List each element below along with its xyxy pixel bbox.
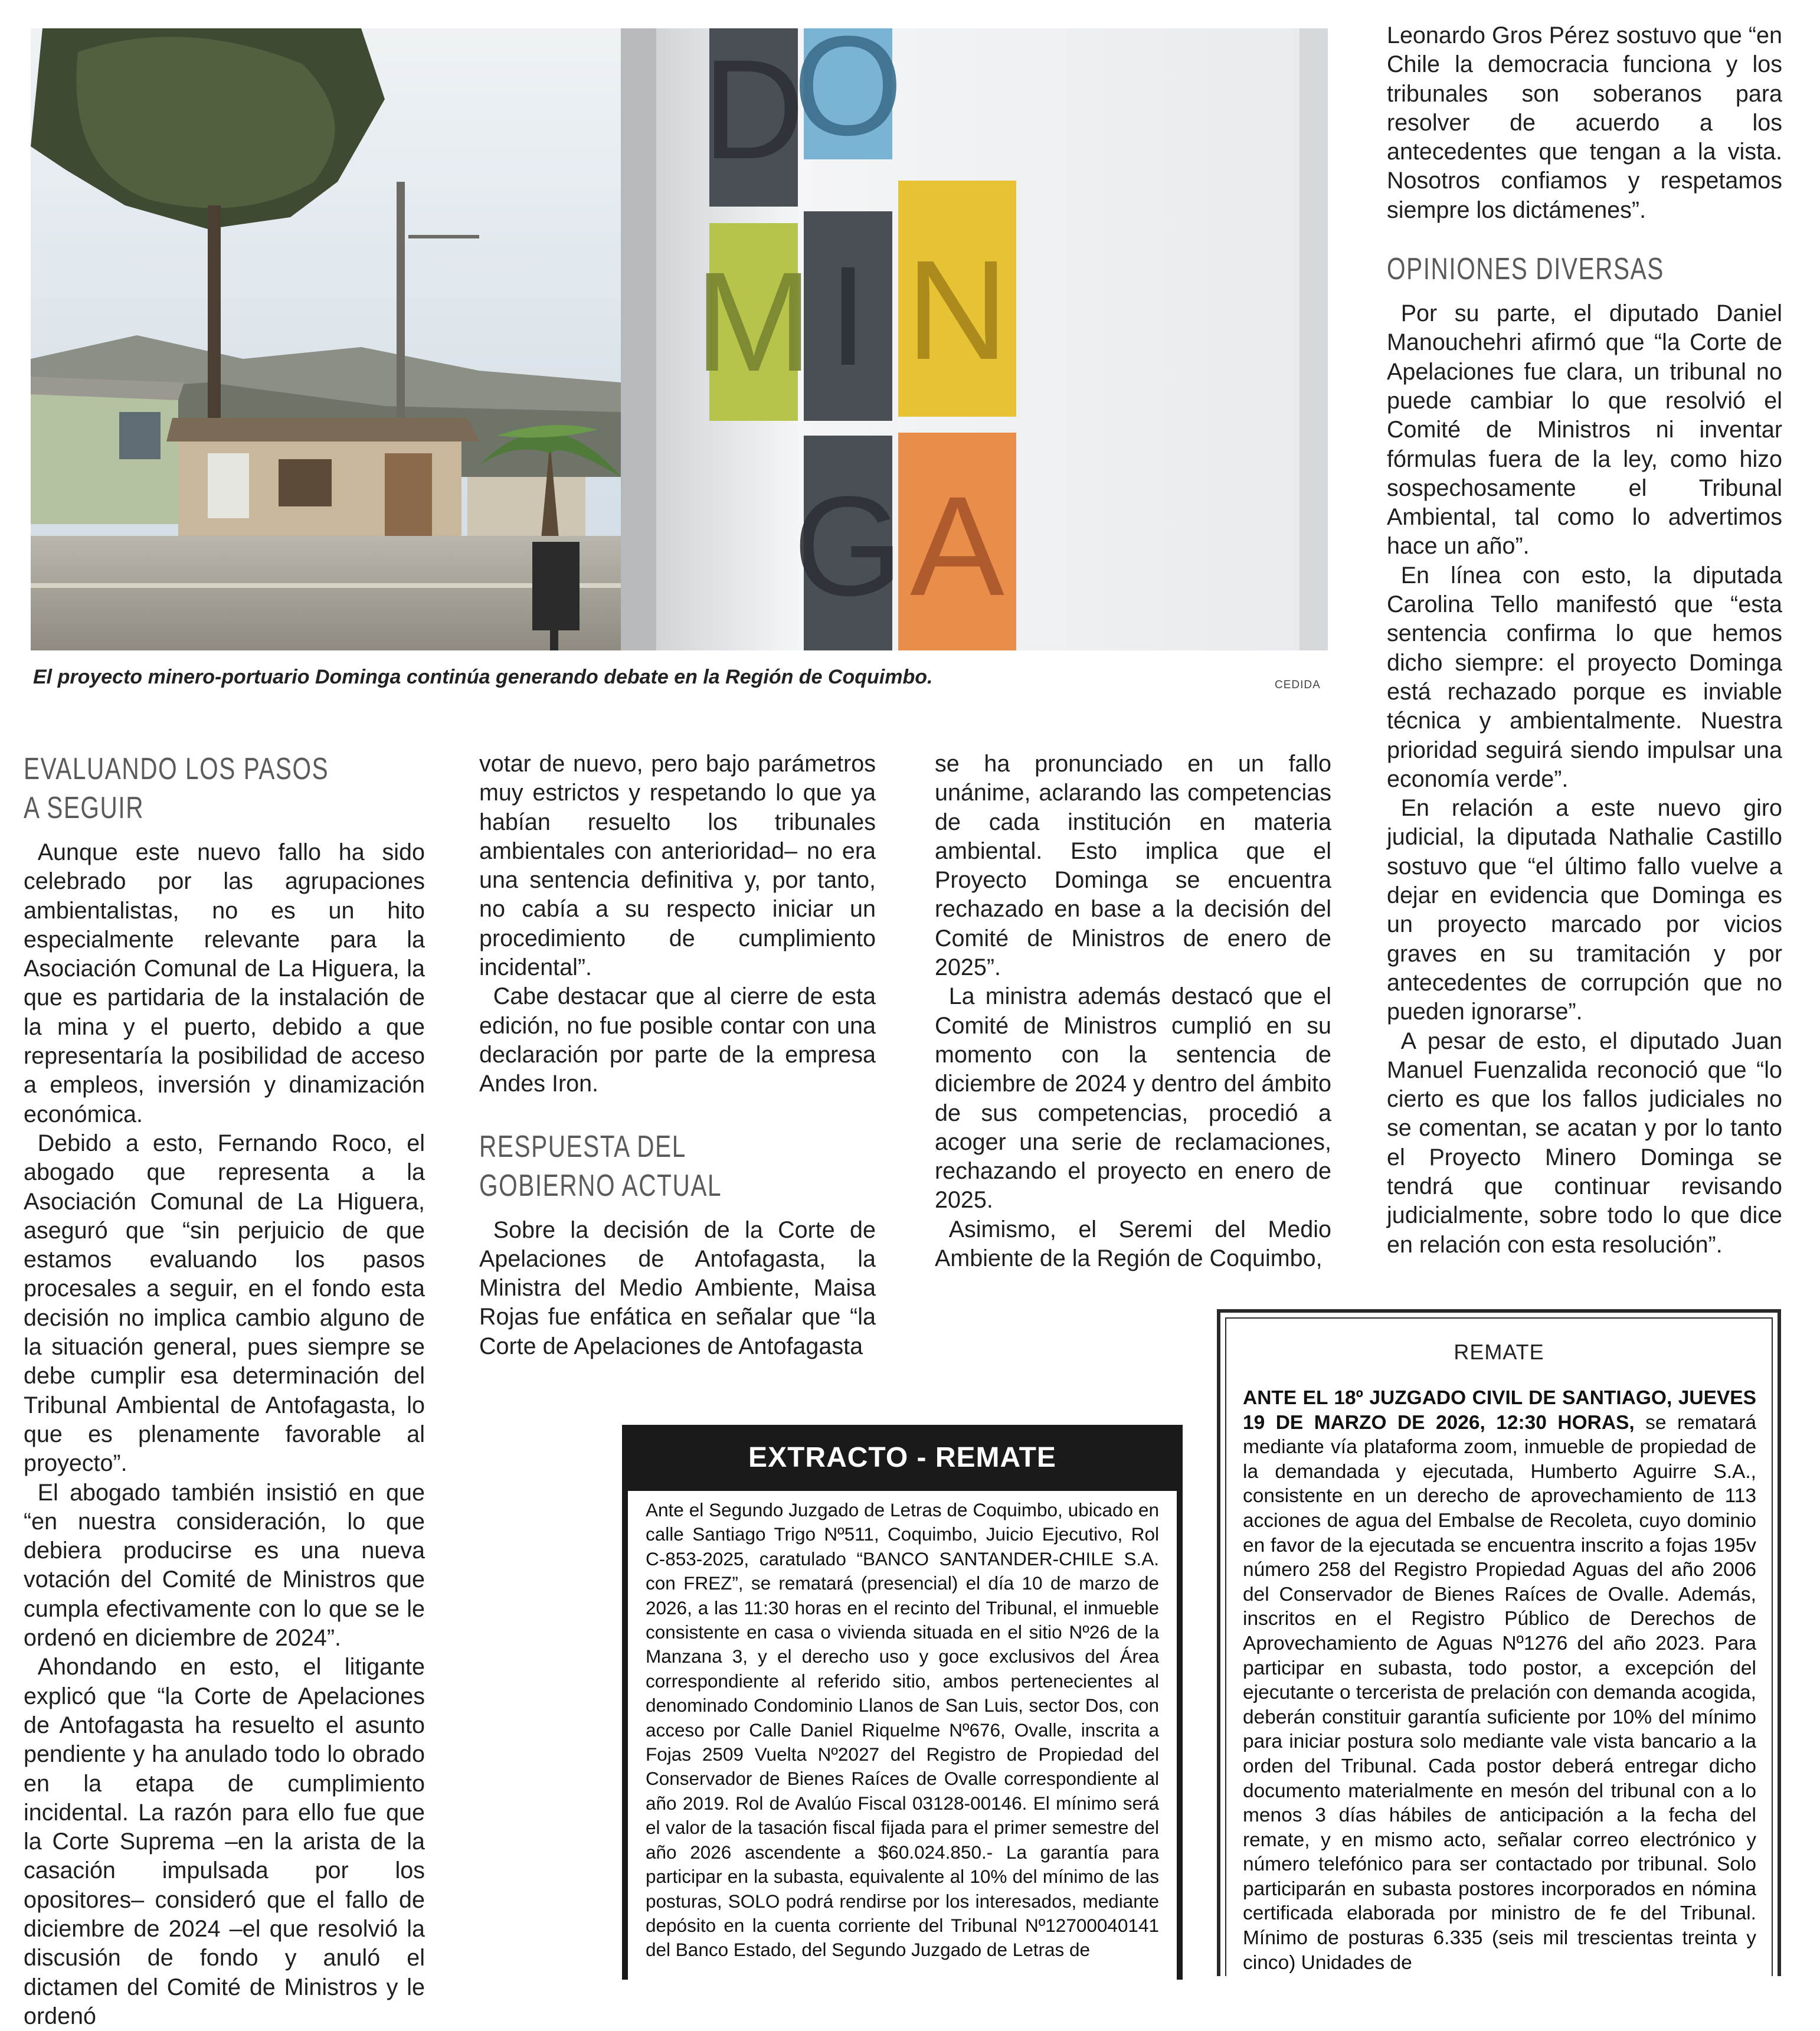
paragraph: Asimismo, el Seremi del Medio Ambiente de la Región de Coquimbo, xyxy=(935,1216,1331,1272)
notice-body xyxy=(1243,1386,1756,1976)
paragraph: Debido a esto, Fernando Roco, el abogado que representa a la Asociación Comunal de La Higuera, aseguró que “sin perjuicio de que estamos evaluando los pasos procesales a seguir, en el fondo esta decisión no implica cambio alguno de la situación general, pues siempre se debe cumplir esa determinación del Tribunal Ambiental de Antofagasta, lo que es plenamente favorable al proyecto”. xyxy=(24,1130,425,1477)
notice-text: se rematará mediante vía plataforma zoom, inmueble de propiedad de la demandada y ejecutada, Humberto Aguirre S.A., consistente en un derecho de aprovechamiento de 113 acciones de agua del Embalse de Recoleta, cuyo dominio en favor de la ejecutada se encuentra inscrito a fojas 195v número 258 del Registro Propiedad Aguas del año 2006 del Conservador de Bienes Raíces de Ovalle. Además, inscritos en el Registro Público de Derechos de Aprovechamiento de Aguas Nº1276 del año 2023. Para participar en subasta, todo postor, a excepción del ejecutante o tercerista de prelación con demanda acogida, deberán constituir garantía suficiente por 10% del mínimo para iniciar postura solo mediante vale vista bancario a la orden del Tribunal. Cada postor deberá entregar dicho documento materialmente en mesón del tribunal con a lo menos 3 días hábiles de anticipación a la fecha del remate, y en mismo acto, señalar correo electrónico y número telefónico para ser contactado por tribunal. Solo participarán en subasta postores incorporados en nómina certificada elaborada por ministro de fe del Tribunal. Mínimo de posturas 6.335 (seis mil trescientas treinta y cinco) Unidades de xyxy=(1243,1411,1756,1974)
article-photo xyxy=(31,28,1328,650)
sign-letter-g: G xyxy=(793,467,904,625)
article-column-2 xyxy=(479,750,876,1361)
article-column-4 xyxy=(1387,21,1782,1260)
legal-notice-extracto-remate xyxy=(622,1425,1183,1980)
sign-letter-n: N xyxy=(906,231,1009,389)
paragraph: En relación a este nuevo giro judicial, la diputada Nathalie Castillo sostuvo que “el último fallo vuelve a dejar en evidencia que Dominga es un proyecto marcado por vicios graves en su tramitación y por antecedentes de corrupción que no pueden ignorarse”. xyxy=(1387,795,1782,1025)
paragraph: se ha pronunciado en un fallo unánime, aclarando las competencias de cada institución en materia ambiental. Esto implica que el Proyecto Dominga se encuentra rechazado en base a la decisión del Comité de Ministros de enero de 2025”. xyxy=(935,751,1331,981)
section-heading-respuesta: RESPUESTA DEL GOBIERNO ACTUAL xyxy=(479,1129,722,1203)
paragraph: Ahondando en esto, el litigante explicó que “la Corte de Apelaciones de Antofagasta ha resuelto el asunto pendiente y ha anulado todo lo obrado en la etapa de cumplimiento incidental. La razón para ello fue que la Corte Suprema –en la arista de la casación impulsada por los opositores– consideró que el fallo de diciembre de 2024 –el que resolvió la discusión de fondo y anuló el dictamen del Comité de Ministros y le ordenó xyxy=(24,1654,425,2029)
section-heading-opiniones: OPINIONES DIVERSAS xyxy=(1387,252,1664,287)
article-column-3 xyxy=(935,750,1331,1273)
paragraph: En línea con esto, la diputada Carolina Tello manifestó que “esta sentencia confirma lo que hemos dicho siempre: el proyecto Dominga está rechazado porque es inviable técnica y ambientalmente. Nuestra prioridad seguirá siendo impulsar una economía verde”. xyxy=(1387,562,1782,792)
notice-title: EXTRACTO - REMATE xyxy=(748,1442,1056,1473)
photo-caption: El proyecto minero-portuario Dominga continúa generando debate en la Región de Coquimbo. xyxy=(33,666,933,688)
paragraph: Sobre la decisión de la Corte de Apelaciones de Antofagasta, la Ministra del Medio Ambiente, Maisa Rojas fue enfática en señalar que “la Corte de Apelaciones de Antofagasta xyxy=(479,1216,876,1359)
sign-letter-a: A xyxy=(909,467,1005,625)
sign-letter-i: I xyxy=(828,237,868,395)
article-column-1 xyxy=(24,750,425,2031)
dominga-sign-photo xyxy=(31,28,1328,650)
notice-body: Ante el Segundo Juzgado de Letras de Coquimbo, ubicado en calle Santiago Trigo Nº511, Coquimbo, Juicio Ejecutivo, Rol C-853-2025, caratulado “BANCO SANTANDER-CHILE S.A. con FREZ”, se rematará (presencial) el día 10 de marzo de 2026, a las 11:30 horas en el recinto del Tribunal, el inmueble consistente en casa o vivienda situada en el sitio Nº26 de la Manzana 3, y el derecho uso y goce exclusivos del Área correspondiente al referido sitio, ambos pertenecientes al denominado Condominio Llanos de San Luis, sector Dos, con acceso por Calle Daniel Riquelme Nº676, Ovalle, inscrita a Fojas 2509 Vuelta Nº2027 del Registro de Propiedad del Conservador de Bienes Raíces de Ovalle correspondiente al año 2019. Rol de Avalúo Fiscal 03128-00146. El mínimo será el valor de la tasación fiscal fijada para el primer semestre del año 2026 ascendente a $60.024.850.- La garantía para participar en la subasta, equivalente al 10% del mínimo de las posturas, SOLO podrá rendirse por los interesados, mediante depósito en la cuenta corriente del Tribunal Nº12700040141 del Banco Estado, del Segundo Juzgado de Letras de xyxy=(628,1491,1177,1982)
paragraph: votar de nuevo, pero bajo parámetros muy estrictos y respetando lo que ya habían resuelto los tribunales ambientales con anterioridad– no era una sentencia definitiva y, por tanto, no cabía a su respecto iniciar un procedimiento de cumplimiento incidental”. xyxy=(479,751,876,981)
paragraph: A pesar de esto, el diputado Juan Manuel Fuenzalida reconoció que “lo cierto es que los fallos judiciales no se comentan, se acatan y por lo tanto el Proyecto Minero Dominga se tendrá que continuar revisando judicialmente, sobre todo lo que dice en relación con esta resolución”. xyxy=(1387,1028,1782,1258)
paragraph: Aunque este nuevo fallo ha sido celebrado por las agrupaciones ambientalistas, no es un hito especialmente relevante para la Asociación Comunal de La Higuera, la que es partidaria de la instalación de la mina y el puerto, debido a que representaría la posibilidad de acceso a empleos, inversión y dinamización económica. xyxy=(24,839,425,1127)
paragraph: El abogado también insistió en que “en nuestra consideración, lo que debiera producirse es una nueva votación del Comité de Ministros que cumpla efectivamente con lo que se le ordenó en diciembre de 2024”. xyxy=(24,1479,425,1651)
paragraph: Por su parte, el diputado Daniel Manouchehri afirmó que “la Corte de Apelaciones fue clara, un tribunal no puede cambiar lo que resolvió el Comité de Ministros ni inventar fórmulas fuera de la ley, como hizo sospechosamente el Tribunal Ambiental, tal como lo advertimos hace un año”. xyxy=(1387,300,1782,560)
paragraph: Cabe destacar que al cierre de esta edición, no fue posible contar con una declaración por parte de la empresa Andes Iron. xyxy=(479,983,876,1097)
sign-letter-m: M xyxy=(695,243,813,401)
notice-title: REMATE xyxy=(1454,1340,1544,1364)
notice-inner-frame xyxy=(1225,1317,1773,1976)
notice-lead: ANTE EL 18º JUZGADO CIVIL DE SANTIAGO, JUEVES 19 DE MARZO DE 2026, 12:30 HORAS, xyxy=(1243,1387,1756,1434)
sign-letter-o: O xyxy=(793,28,904,165)
legal-notice-remate xyxy=(1217,1309,1781,1976)
paragraph: Leonardo Gros Pérez sostuvo que “en Chile la democracia funciona y los tribunales son soberanos para resolver de acuerdo a los antecedentes que tengan a la vista. Nosotros confiamos y respetamos siempre los dictámenes”. xyxy=(1387,22,1782,223)
sign-letter-d: D xyxy=(702,30,805,188)
paragraph: La ministra además destacó que el Comité de Ministros cumplió en su momento con la sentencia de diciembre de 2024 y dentro del ámbito de sus competencias, procedió a acoger una serie de reclamaciones, rechazando el proyecto en enero de 2025. xyxy=(935,983,1331,1214)
photo-credit: CEDIDA xyxy=(1275,679,1321,691)
section-heading-evaluando: EVALUANDO LOS PASOS A SEGUIR xyxy=(24,752,329,825)
